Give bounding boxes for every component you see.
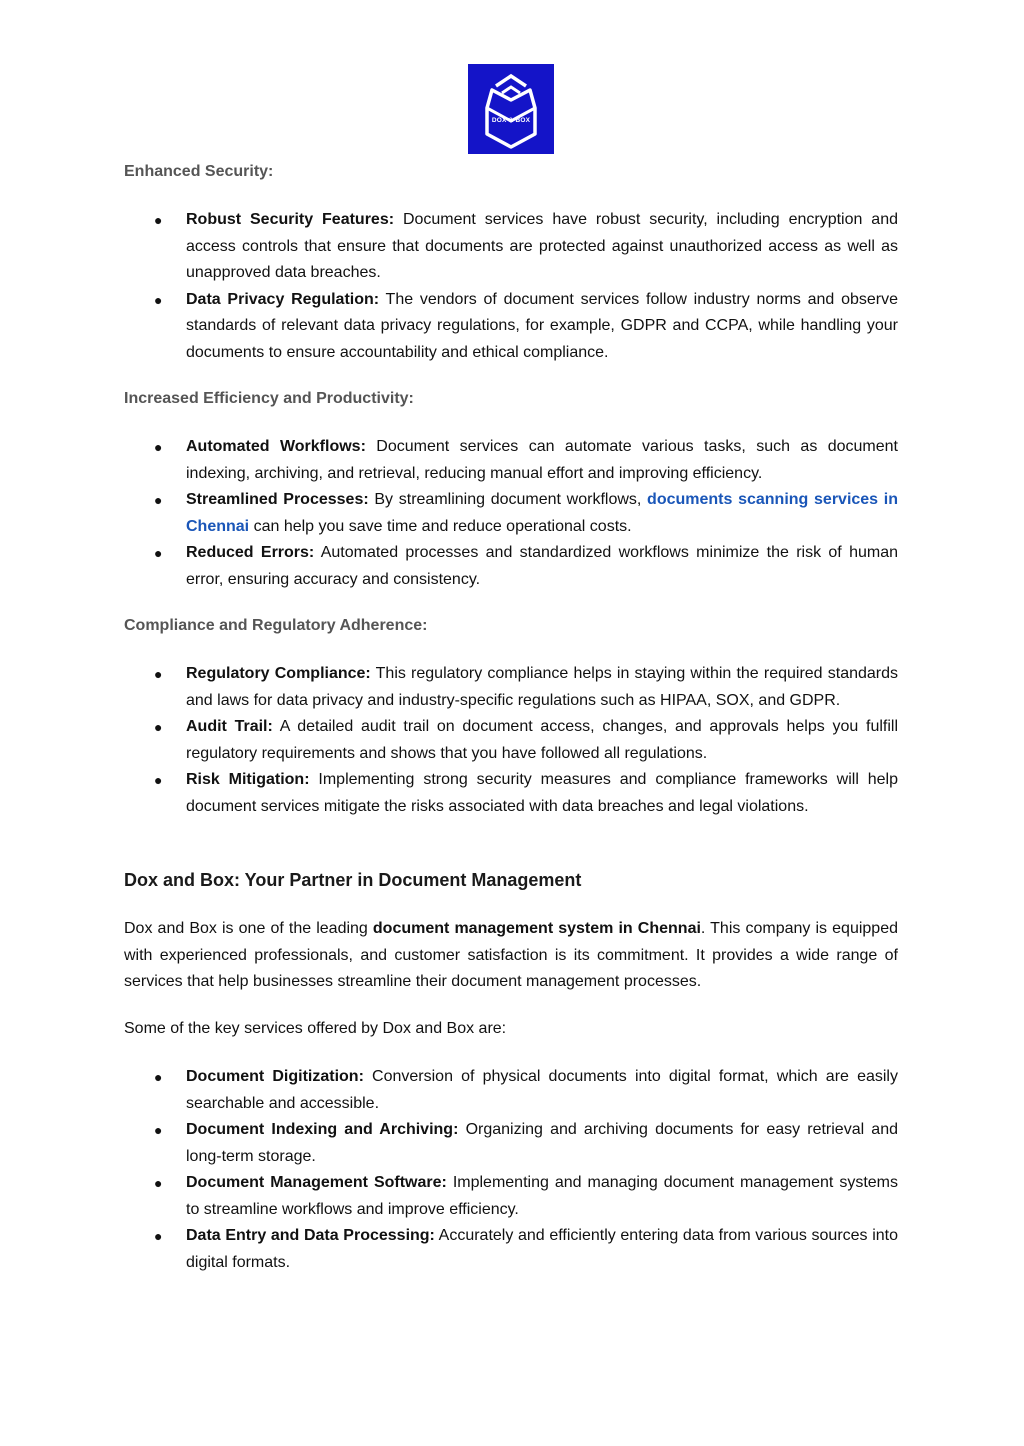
para-bold-text: document management system in Chennai [372, 920, 701, 937]
bullet: ● [154, 545, 163, 561]
item-title: Risk Mitigation: [186, 771, 310, 788]
section-heading-compliance: Compliance and Regulatory Adherence: [124, 617, 428, 634]
bullet: ● [154, 439, 163, 455]
list-item [124, 1223, 898, 1276]
list-item [124, 1064, 898, 1117]
item-text: Organizing and archiving documents for easy retrieval and long-term storage. [186, 1121, 898, 1165]
section-heading-efficiency: Increased Efficiency and Productivity: [124, 390, 414, 407]
item-text: Document services can automate various tasks, such as document indexing, archiving, and retrieval, reducing manual effort and improving efficiency. [186, 438, 898, 482]
item-title: Audit Trail: [186, 718, 273, 735]
list-item [124, 1170, 898, 1223]
item-title: Regulatory Compliance: [186, 665, 371, 682]
item-text: Automated processes and standardized workflows minimize the risk of human error, ensuring accuracy and consistency. [186, 544, 898, 588]
dox-box-logo [468, 64, 554, 154]
bullet: ● [154, 492, 163, 508]
bullet: ● [154, 1069, 163, 1085]
item-text: Implementing strong security measures and compliance frameworks will help document services mitigate the risks associated with data breaches and legal violations. [186, 771, 898, 815]
item-text: Implementing and managing document management systems to streamline workflows and improve efficiency. [186, 1174, 898, 1218]
list-item [124, 434, 898, 487]
item-text: The vendors of document services follow industry norms and observe standards of relevant data privacy regulations, for example, GDPR and CCPA, while handling your documents to ensure accountability and ethical compliance. [186, 290, 898, 361]
item-text: can help you save time and reduce operational costs. [253, 517, 632, 535]
item-title: Data Privacy Regulation: [186, 290, 380, 308]
para-text: Dox and Box is one of the leading [124, 920, 368, 937]
list-item [124, 540, 898, 593]
para-text: . This company is equipped with experienced professionals, and customer satisfaction is its commitment. It provides a wide range of services that help businesses streamline their document management processes. [124, 920, 898, 990]
item-title: Data Entry and Data Processing: [186, 1227, 435, 1244]
list-item [124, 1117, 898, 1170]
bullet: ● [154, 291, 163, 308]
bullet: ● [154, 772, 163, 788]
bullet: ● [154, 212, 163, 228]
bullet: ● [154, 1228, 163, 1244]
item-text: Accurately and efficiently entering data from various sources into digital formats. [186, 1227, 898, 1271]
list-item [124, 661, 898, 714]
efficiency-list [124, 434, 898, 593]
list-item [124, 487, 898, 540]
item-title: Reduced Errors: [186, 544, 315, 561]
item-title: Streamlined Processes: [186, 491, 369, 508]
item-title: Robust Security Features: [186, 211, 395, 228]
list-item [124, 714, 898, 767]
box-logo-icon [468, 64, 554, 154]
list-item [124, 767, 898, 820]
item-text: A detailed audit trail on document access, changes, and approvals helps you fulfill regulatory requirements and shows that you have followed all regulations. [186, 718, 899, 762]
section-heading-security: Enhanced Security: [124, 163, 274, 180]
item-text: Document services have robust security, including encryption and access controls that ensure that documents are protected against unauthorized access as well as unapproved data breaches. [186, 211, 898, 281]
security-list [124, 207, 898, 366]
item-title: Document Indexing and Archiving: [186, 1121, 459, 1138]
bullet: ● [154, 1122, 163, 1138]
bullet: ● [154, 1175, 163, 1191]
logo-text: DOX & BOX [491, 117, 531, 124]
services-intro: Some of the key services offered by Dox and Box are: [124, 1020, 507, 1037]
section-heading-partner: Dox and Box: Your Partner in Document Management [124, 870, 582, 890]
item-title: Document Management Software: [186, 1174, 447, 1191]
item-text: Conversion of physical documents into digital format, which are easily searchable and accessible. [186, 1068, 898, 1112]
item-text: This regulatory compliance helps in staying within the required standards and laws for data privacy and industry-specific regulations such as HIPAA, SOX, and GDPR. [186, 665, 899, 709]
list-item [124, 287, 898, 367]
compliance-list [124, 661, 898, 820]
item-title: Automated Workflows: [186, 438, 366, 455]
item-text: By streamlining document workflows, [374, 491, 642, 508]
item-title: Document Digitization: [186, 1068, 364, 1085]
bullet: ● [154, 666, 163, 682]
bullet: ● [154, 719, 163, 735]
scanning-services-link[interactable]: documents scanning services in Chennai [186, 491, 898, 535]
intro-paragraph [124, 916, 898, 996]
services-list [124, 1064, 898, 1276]
list-item [124, 207, 898, 287]
